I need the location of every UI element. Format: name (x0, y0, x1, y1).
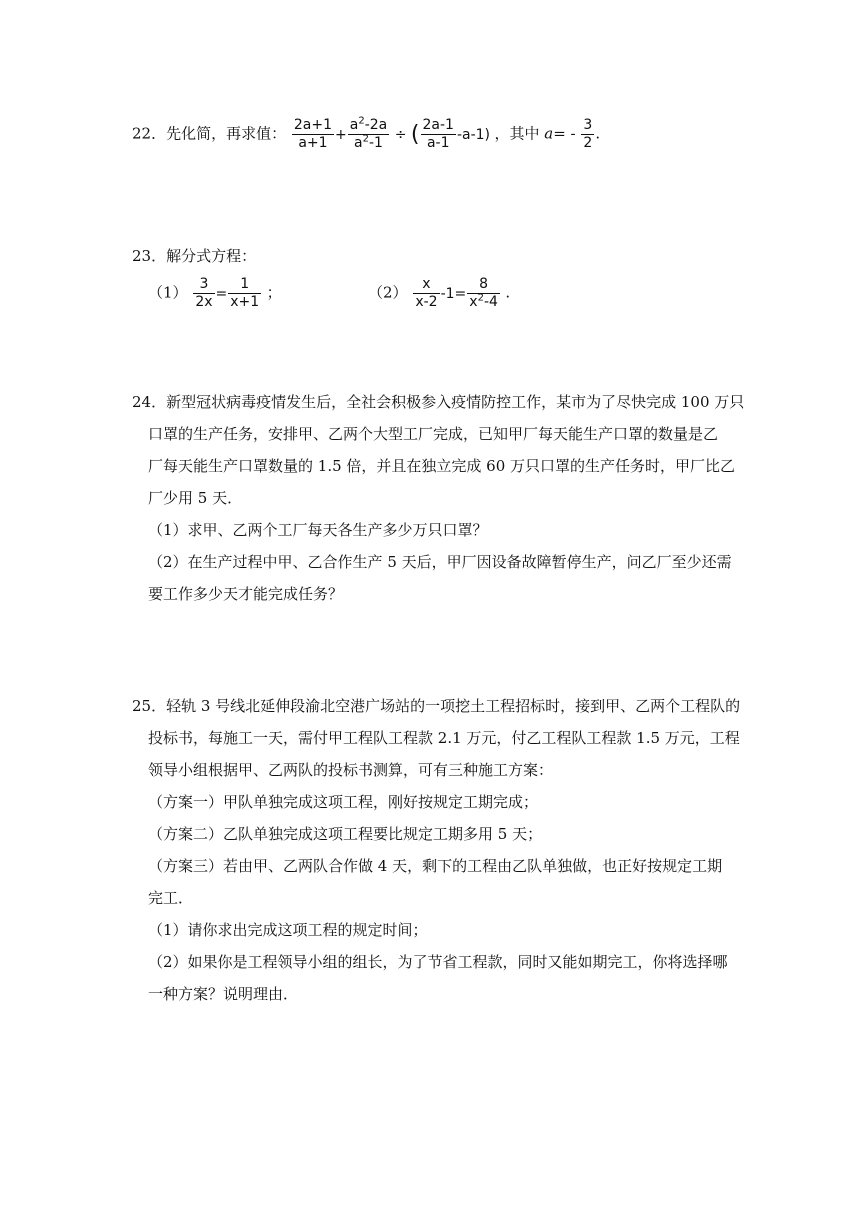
question-number: 23． (132, 247, 167, 265)
question-25-plan: （方案二）乙队单独完成这项工程要比规定工期多用 5 天； (148, 825, 543, 843)
question-25-line: 一种方案？说明理由． (148, 985, 299, 1003)
question-24-subquestion: （2）在生产过程中甲、乙合作生产 5 天后，甲厂因设备故障暂停生产，问乙厂至少还需 (148, 553, 732, 571)
fraction: $\frac{3}{2x}$ (195, 276, 213, 310)
fraction: $\frac{2a-1}{a-1}$ (422, 117, 454, 151)
question-25-line: 完工． (148, 889, 194, 907)
question-24-line: 口罩的生产任务，安排甲、乙两个大型工厂完成，已知甲厂每天能生产口罩的数量是乙 (148, 425, 719, 443)
question-24-subquestion: （1）求甲、乙两个工厂每天各生产多少万只口罩？ (148, 521, 488, 539)
question-24-line: 厂每天能生产口罩数量的 1.5 倍，并且在独立完成 60 万只口罩的生产任务时，甲厂比乙 (148, 457, 736, 475)
question-22: 22．先化简，再求值： $\frac{2a+1}{a+1}$ + $\frac{a^2-2a}{a^2-1}$ ÷ ( $\frac{2a-1}{a-1}$ -a-1) ，其中 a= - $\frac{3}{2}$ . (132, 115, 601, 151)
fraction: $\frac{3}{2}$ (583, 117, 593, 151)
question-25-line: 领导小组根据甲、乙两队的投标书测算，可有三种施工方案： (148, 761, 554, 779)
fraction: $\frac{x}{x-2}$ (415, 276, 438, 310)
question-number: 22． (132, 124, 167, 143)
question-25-plan: （方案一）甲队单独完成这项工程，刚好按规定工期完成； (148, 793, 539, 811)
question-23 (132, 246, 256, 266)
question-23-part-1: （1） $\frac{3}{2x}$ = $\frac{1}{x+1}$ ； (148, 276, 282, 310)
expression-22: $\frac{2a+1}{a+1}$ + $\frac{a^2-2a}{a^2-1}$ ÷ ( $\frac{2a-1}{a-1}$ -a-1) (293, 115, 491, 151)
question-24-line: 厂少用 5 天． (148, 489, 243, 507)
question-prompt: 解分式方程： (166, 247, 257, 265)
question-25-line: 25．轻轨 3 号线北延伸段渝北空港广场站的一项挖土工程招标时，接到甲、乙两个工程队的 (132, 697, 741, 715)
question-24-line: 24．新型冠状病毒疫情发生后，全社会积极参入疫情防控工作，某市为了尽快完成 100 万只 (132, 393, 745, 411)
fraction: $\frac{1}{x+1}$ (230, 276, 260, 310)
question-prompt: 先化简，再求值： (166, 124, 287, 143)
question-25-subquestion: （2）如果你是工程领导小组的组长，为了节省工程款，同时又能如期完工，你将选择哪 (148, 953, 728, 971)
question-25-line: 投标书，每施工一天，需付甲工程队工程款 2.1 万元，付乙工程队工程款 1.5 万元，工程 (148, 729, 740, 747)
question-23-part-2: （2） $\frac{x}{x-2}$ -1= $\frac{8}{x^2-4}$ . (368, 276, 511, 310)
fraction: $\frac{8}{x^2-4}$ (469, 276, 498, 310)
question-25-plan: （方案三）若由甲、乙两队合作做 4 天，剩下的工程由乙队单独做，也正好按规定工期 (148, 857, 723, 875)
question-24-line: 要工作多少天才能完成任务？ (148, 585, 344, 603)
fraction: $\frac{a^2-2a}{a^2-1}$ (349, 115, 388, 151)
question-25-subquestion: （1）请你求出完成这项工程的规定时间； (148, 921, 428, 939)
fraction: $\frac{2a+1}{a+1}$ (293, 117, 333, 151)
